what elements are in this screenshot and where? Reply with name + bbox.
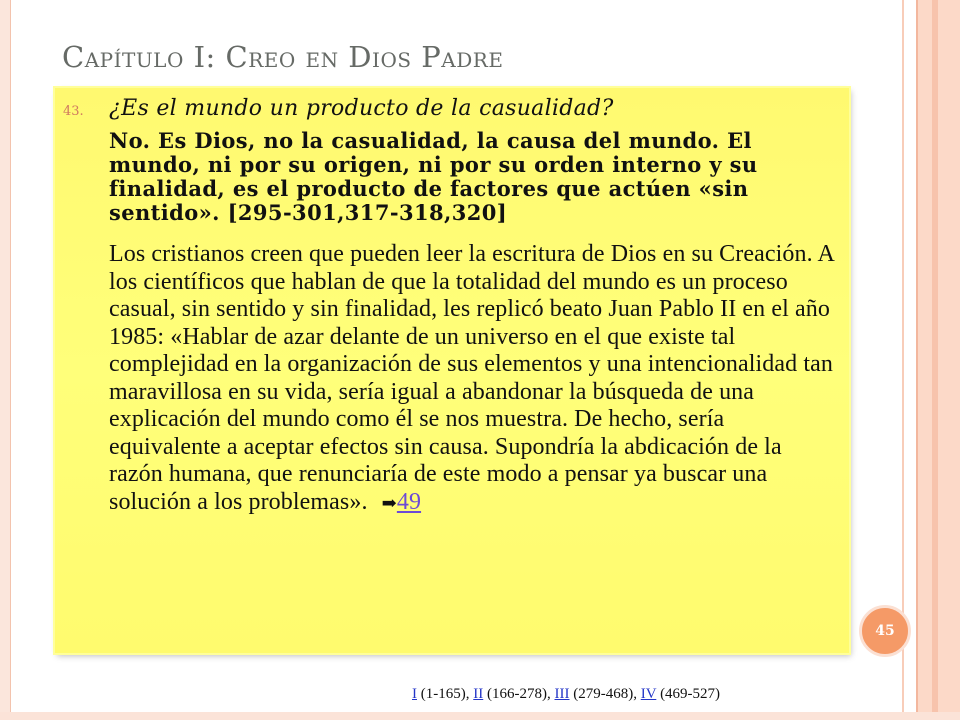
slide-frame-left [0, 0, 11, 720]
slide-title: Capítulo I: Creo en Dios Padre [62, 40, 504, 74]
footer-link-part-1[interactable]: I [412, 686, 417, 702]
body-paragraph [109, 241, 835, 517]
body-text: Los cristianos creen que pueden leer la escritura de Dios en su Creación. A los científicos que hablan de que la totalidad del mundo es un proceso casual, sin sentido y sin finalidad, les replicó beato Juan Pablo II en el año 1985: «Hablar de azar delante de un universo en el que existe tal complejidad en la organización de sus elementos y una intencionalidad tan maravillosa en su vida, sería igual a abandonar la búsqueda de una explicación del mundo como él se nos muestra. De hecho, sería equivalente a aceptar efectos sin causa. Supondría la abdicación de la razón humana, que renunciaría de este modo a pensar ya buscar una solución a los problemas». [109, 241, 834, 515]
footer-range-part-1: (1-165) [420, 686, 466, 702]
slide-frame-bottom [0, 712, 960, 720]
slide-frame-right [916, 0, 960, 720]
question-row [63, 96, 835, 121]
page-link-49[interactable]: 49 [396, 488, 422, 515]
answer-text: No. Es Dios, no la casualidad, la causa del mundo. El mundo, ni por su origen, ni por su orden interno y su finalidad, es el producto de factores que actúen «sin sentido». [295-301,317-318,320] [109, 128, 758, 225]
footer-link-part-3[interactable]: III [554, 686, 570, 702]
footer-link-part-4[interactable]: IV [640, 686, 657, 702]
footer-nav: I (1-165), II (166-278), III (279-468), IV (469-527) [412, 686, 721, 702]
footer-link-part-2[interactable]: II [473, 686, 484, 702]
right-arrow-icon: ➡ [381, 492, 397, 513]
content-box [55, 88, 849, 653]
page-number: 45 [875, 623, 895, 639]
page-number-badge [859, 605, 911, 657]
footer-range-part-3: (279-468) [573, 686, 634, 702]
footer-range-part-4: (469-527) [660, 686, 721, 702]
question-text: ¿Es el mundo un producto de la casualidad? [109, 96, 614, 121]
footer-range-part-2: (166-278) [487, 686, 547, 702]
question-number: 43. [63, 104, 84, 119]
